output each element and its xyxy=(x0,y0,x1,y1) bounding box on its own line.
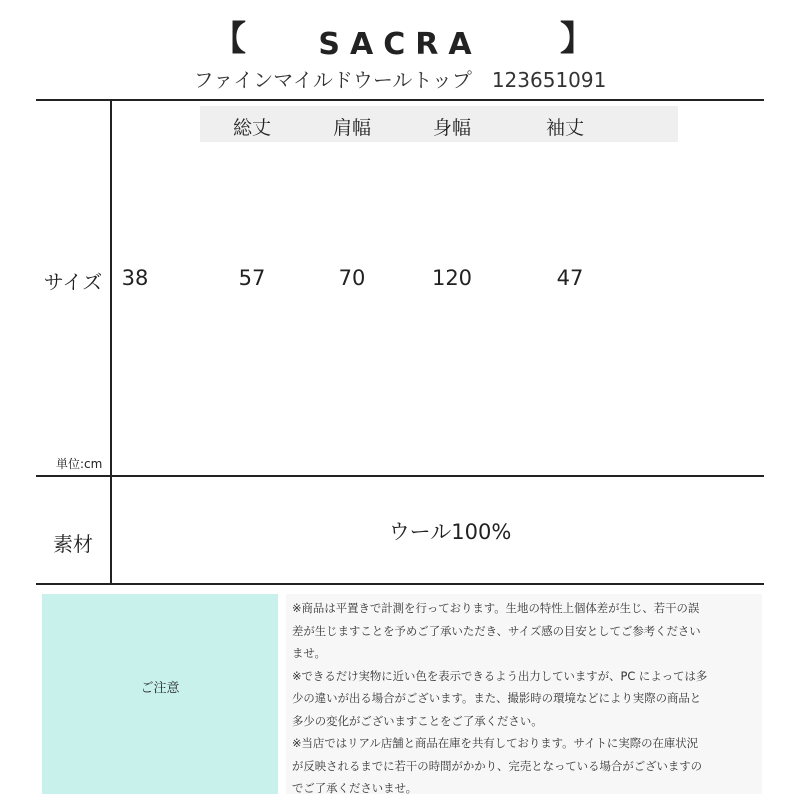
notice-text: ※商品は平置きで計測を行っております。生地の特性上個体差が生じ、若干の誤 差が生じますことを予めご了承いただき、サイズ感の目安としてご参考ください ませ。 ※できるだけ実物に近い色を表示できるよう出力していますが、PC によっては多 少の違いが出る場合がございます。また、撮影時の環境などにより実際の商品と 多少の変化がございますことをご了承ください。 ※当店ではリアル店舗と商品在庫を共有しております。サイトに実際の在庫状況 が反映されるまでに若干の時間がかかり、完売となっている場合がございますの でご了承くださいませ。 xyxy=(292,601,708,795)
table-cell: 57 xyxy=(238,266,266,290)
material-label: 素材 xyxy=(53,532,93,556)
brand-title: SACRA xyxy=(318,27,482,62)
column-header: 身幅 xyxy=(432,117,471,139)
bracket-open: 【 xyxy=(212,19,246,59)
column-header: 袖丈 xyxy=(545,117,584,139)
column-header: 肩幅 xyxy=(332,117,371,139)
table-label-divider xyxy=(110,100,112,585)
material-value: ウール100% xyxy=(388,520,512,544)
table-top-border xyxy=(36,99,764,101)
size-row-label: サイズ xyxy=(43,270,103,294)
table-cell: 70 xyxy=(338,266,366,290)
size-value: 38 xyxy=(121,266,149,290)
bracket-close: 】 xyxy=(560,19,594,59)
table-cell: 120 xyxy=(431,266,473,290)
notice-label: ご注意 xyxy=(140,681,180,696)
column-header: 総丈 xyxy=(232,117,271,139)
unit-note: 単位:cm xyxy=(56,457,103,471)
table-divider xyxy=(36,475,764,477)
table-cell: 47 xyxy=(556,266,584,290)
product-name: ファインマイルドウールトップ 123651091 xyxy=(193,68,607,92)
table-bottom-border xyxy=(36,583,764,585)
